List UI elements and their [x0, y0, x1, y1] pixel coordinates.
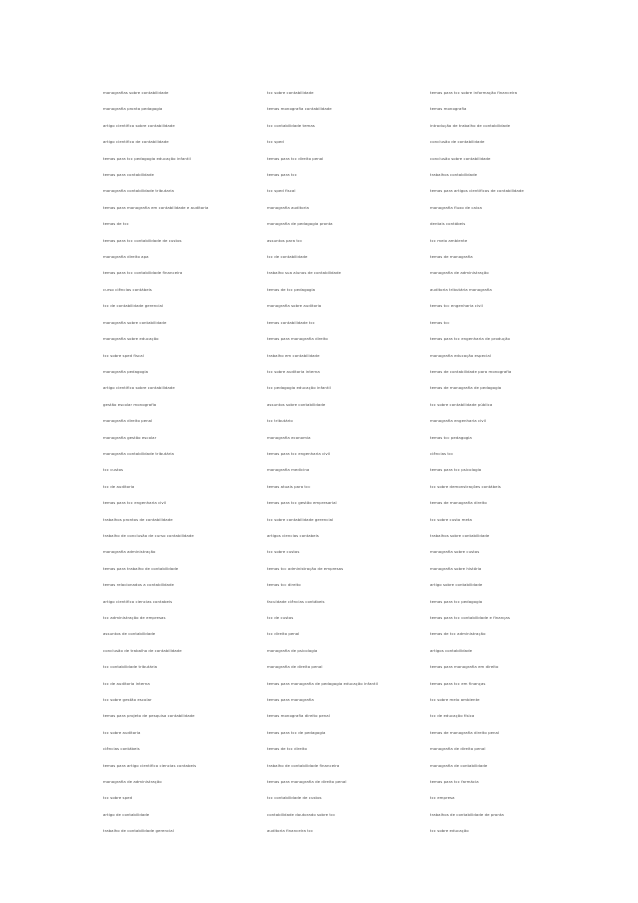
keyword-link: tcc sobre auditoria interna: [267, 368, 320, 374]
keyword-link: temas monografia: [430, 106, 467, 112]
keyword-link: tcc sped fiscal: [267, 188, 296, 194]
keyword-link: faculdade ciências contábeis: [267, 598, 325, 604]
keyword-link: tcc de custos: [267, 615, 294, 620]
keyword-link: conclusão sobre contabilidade: [430, 155, 491, 161]
keyword-link: temas para tcc contabilidade e finanças: [430, 615, 510, 620]
keyword-link: temas de monografia de pedagogia: [430, 385, 502, 391]
keyword-link: tcc sobre meio ambiente: [430, 697, 480, 703]
keyword-link: artigos ciencias contabeis: [267, 532, 319, 538]
keyword-link: temas para monografia de pedagogia educação infantil: [267, 680, 378, 686]
keyword-link: temas contabilidade tcc: [267, 319, 315, 325]
keyword-link: monografia de administração: [430, 270, 489, 276]
keyword-link: tcc custos: [103, 467, 124, 473]
keyword-link: tcc sobre auditoria: [103, 729, 141, 735]
keyword-link: temas monografia contabilidade: [267, 106, 332, 112]
keyword-link: temas para tcc direito penal: [267, 155, 324, 161]
keyword-link: monografia de direito penal: [430, 746, 486, 752]
keyword-link: tcc contabilidade temas: [267, 122, 315, 128]
keyword-link: curso ciências contábeis: [103, 286, 152, 292]
keyword-link: artigo cientifico sobre contabilidade: [103, 385, 175, 391]
keyword-link: tcc empresa: [430, 795, 455, 801]
keyword-link: contabilidade doutorado sobre tcc: [267, 811, 336, 817]
keyword-link: tcc sobre sped: [103, 795, 133, 801]
keyword-link: temas relacionados a contabilidade: [103, 582, 174, 588]
keyword-link: monografia auditoria: [267, 204, 309, 210]
keyword-link: temas de contabilidade para monografia: [430, 368, 512, 374]
keyword-link: monografia contabilidade tributária: [103, 450, 174, 456]
keyword-link: temas para trabalho de contabilidade: [103, 565, 179, 571]
keyword-link: temas para monografia direito: [267, 336, 328, 342]
keyword-link: trabalho em contabilidade: [267, 352, 320, 358]
keyword-link: trabalhos sobre contabilidade: [430, 532, 490, 538]
keyword-link: tcc pedagogia educação infantil: [267, 385, 331, 391]
keyword-link: tcc sobre contabilidade pública: [430, 401, 493, 407]
keyword-link: monografia sobre custos: [430, 549, 480, 555]
keyword-link: temas para tcc engenharia de produção: [430, 336, 510, 342]
keyword-link: dentais contábeis: [430, 221, 466, 227]
keyword-link: monografia direito penal: [103, 418, 153, 424]
keyword-link: monografia de direito penal: [267, 664, 323, 670]
keyword-link: tcc sobre contabilidade gerencial: [267, 516, 334, 522]
keyword-link: temas para contabilidade: [103, 172, 154, 178]
keyword-link: temas para projeto de pesquisa contabilidade: [103, 713, 195, 719]
keyword-link: monografia direito apa: [103, 254, 149, 260]
keyword-link: monografia pronta pedagogia: [103, 106, 163, 112]
keyword-link: monografia sobre história: [430, 565, 482, 571]
keyword-link: temas de tcc administração: [430, 631, 486, 637]
keyword-link: tcc direito penal: [267, 631, 300, 637]
keyword-link: tcc contabilidade de custos: [267, 795, 322, 801]
keyword-link: temas para tcc contabilidade financeira: [103, 270, 183, 276]
keyword-link: artigo sobre contabilidade: [430, 582, 483, 588]
keyword-link: trabalhos de contabilidade de pronta: [430, 811, 504, 817]
keyword-link: gestão escolar monografia: [103, 401, 157, 407]
keyword-link: trabalhos contabilidade: [430, 172, 478, 178]
keyword-link: monografia de pedagogia pronta: [267, 221, 333, 227]
keyword-link: temas para tcc pedagogia: [430, 598, 483, 604]
keyword-link: temas para monografia em contabilidade e auditoria: [103, 204, 209, 210]
keyword-link: temas para monografia de direito penal: [267, 779, 347, 785]
keyword-link: artigo cientifico de contabilidade: [103, 139, 169, 145]
keyword-link: temas monografia direito penal: [267, 713, 330, 719]
keyword-link: temas para tcc em finanças: [430, 680, 486, 686]
keyword-link: ciências contábeis: [103, 746, 140, 752]
keyword-link: temas para tcc contabilidade de custos: [103, 237, 182, 243]
keyword-link: artigo cientifico sobre contabilidade: [103, 122, 175, 128]
keyword-link: auditoria financeira tcc: [267, 828, 314, 834]
keyword-link: introdução de trabalho de contabilidade: [430, 122, 511, 128]
keyword-link: tcc sobre custos: [267, 549, 300, 555]
keyword-link: monografia sobre auditoria: [267, 303, 322, 309]
keyword-link: temas para tcc engenharia civil: [103, 500, 167, 506]
keyword-link: trabalho de contabilidade gerencial: [103, 828, 174, 834]
keyword-link: temas de monografia direito: [430, 500, 487, 506]
keyword-link: tcc meio ambiente: [430, 237, 468, 243]
keyword-link: temas tcc: [430, 319, 450, 325]
keyword-link: temas para tcc sobre informação financeira: [430, 90, 518, 95]
keyword-link: tcc de auditoria interna: [103, 680, 150, 686]
keyword-column-3: [430, 85, 630, 840]
keyword-link: trabalhos prontos de contabilidade: [103, 516, 173, 522]
keyword-link: tcc de auditoria: [103, 483, 135, 489]
keyword-link: assuntos sobre contabilidade: [267, 401, 326, 407]
keyword-link: tcc sobre demonstrações contábeis: [430, 483, 501, 489]
keyword-link: monografia educação especial: [430, 352, 491, 358]
keyword-link: temas para monografia: [267, 697, 314, 703]
keyword-link: conclusão de trabalho de contabilidade: [103, 647, 182, 653]
keyword-link: monografia economia: [267, 434, 311, 440]
keyword-link: temas para tcc de pedagogia: [267, 729, 326, 735]
keyword-link: monografia medicina: [267, 467, 310, 473]
keyword-link: temas para tcc engenharia civil: [267, 450, 331, 456]
keyword-link: temas de tcc direito: [267, 746, 307, 752]
keyword-link: tcc de contabilidade: [267, 254, 308, 260]
keyword-link: temas para artigo cientifico ciencias contabeis: [103, 762, 197, 768]
keyword-link: trabalho sua alunos de contabilidade: [267, 270, 341, 276]
keyword-link: monografia sobre contabilidade: [103, 319, 167, 325]
keyword-link: monografias sobre contabilidade: [103, 90, 169, 95]
keyword-link: temas tcc direito: [267, 582, 301, 588]
keyword-link: monografia contabilidade tributaria: [103, 188, 174, 194]
keyword-link: assuntos para tcc: [267, 237, 303, 243]
keyword-link: temas para artigos cientificos de contabilidade: [430, 188, 524, 194]
keyword-link: tcc sobre custo meta: [430, 516, 472, 522]
keyword-link: tcc sobre educação: [430, 828, 469, 834]
keyword-link: temas tcc administração de empresas: [267, 565, 344, 571]
keyword-link: temas para tcc pedagogia educação infantil: [103, 155, 191, 161]
keyword-link: temas para tcc: [267, 172, 297, 178]
keyword-link: temas para tcc gestão empresarial: [267, 500, 337, 506]
keyword-link: ciências tcc: [430, 450, 454, 456]
keyword-link: temas de tcc pedagogia: [267, 286, 316, 292]
keyword-link: monografia administração: [103, 549, 156, 555]
keyword-link: tcc de educação física: [430, 713, 475, 719]
keyword-link: trabalho de contabilidade financeira: [267, 762, 340, 768]
keyword-link: temas de monografia: [430, 254, 473, 260]
keyword-link: temas tcc pedagogia: [430, 434, 472, 440]
keyword-link: artigo cientifico ciencias contabeis: [103, 598, 173, 604]
keyword-link: temas tcc engenharia civil: [430, 303, 483, 309]
keyword-link: monografia pedagogia: [103, 368, 149, 374]
keyword-link: monografia engenharia civil: [430, 418, 486, 424]
keyword-link: tcc sped: [267, 139, 284, 145]
keyword-link: temas para monografia em direito: [430, 664, 499, 670]
keyword-link: monografia de psicologia: [267, 647, 318, 653]
keyword-link: artigo de contabilidade: [103, 811, 150, 817]
keyword-link: monografia de administração: [103, 779, 162, 785]
keyword-link: auditoria tributária monografia: [430, 286, 492, 292]
keyword-link: tcc de contabilidade gerencial: [103, 303, 164, 309]
keyword-link: temas de monografia direito penal: [430, 729, 500, 735]
keyword-link: tcc administração de empresas: [103, 615, 166, 620]
keyword-link: tcc contabilidade tributária: [103, 664, 158, 670]
keyword-link: monografia sobre educação: [103, 336, 159, 342]
keyword-link: monografia fluxo de caixa: [430, 204, 482, 210]
keyword-link: tcc sobre gestão escolar: [103, 697, 152, 703]
keyword-link: temas para tcc psicologia: [430, 467, 482, 473]
keyword-link: tcc sobre sped fiscal: [103, 352, 144, 358]
keyword-link: tcc tributário: [267, 418, 293, 424]
keyword-link: temas atuais para tcc: [267, 483, 311, 489]
keyword-link: tcc sobre contabilidade: [267, 90, 314, 95]
keyword-link: temas para tcc farmácia: [430, 779, 479, 785]
keyword-link: conclusão de contabilidade: [430, 139, 485, 145]
keyword-link: temas de tcc: [103, 221, 129, 227]
keyword-link: trabalho de conclusão de curso contabilidade: [103, 532, 194, 538]
keyword-link: monografia gestão escolar: [103, 434, 157, 440]
keyword-link: monografia de contabilidade: [430, 762, 488, 768]
keyword-link: artigos contabilidade: [430, 647, 473, 653]
keyword-link: assuntos de contabilidade: [103, 631, 156, 637]
